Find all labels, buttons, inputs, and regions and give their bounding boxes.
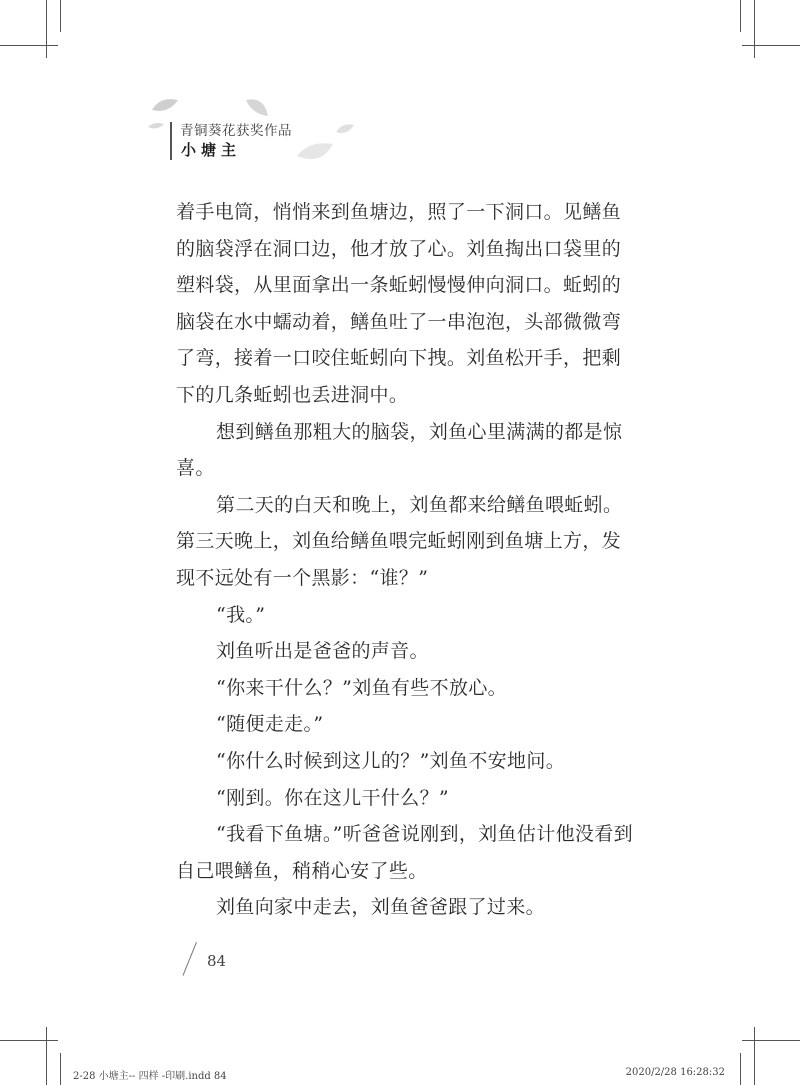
paragraph: “你什么时候到这儿的？”刘鱼不安地问。: [216, 749, 566, 772]
crop-mark-bl-h: [0, 1040, 58, 1041]
crop-mark-tr-v2: [740, 0, 741, 32]
page-number: 84: [207, 952, 227, 970]
body-text: [176, 194, 636, 926]
crop-mark-br-v: [754, 1027, 755, 1085]
crop-mark-br-v2: [740, 1053, 741, 1085]
crop-mark-bl-v: [46, 1027, 47, 1085]
paragraph: 第二天的白天和晚上，刘鱼都来给鳝鱼喂蚯蚓。第三天晚上，刘鱼给鳝鱼喂完蚯蚓刚到鱼塘上方，发现不远处有一个黑影：“谁？”: [176, 493, 623, 589]
crop-mark-tl-v: [46, 0, 47, 58]
crop-mark-br-h: [742, 1040, 800, 1041]
paragraph: “随便走走。”: [216, 713, 324, 736]
paragraph: 着手电筒，悄悄来到鱼塘边，照了一下洞口。见鳝鱼的脑袋浮在洞口边，他才放了心。刘鱼掏出口袋里的塑料袋，从里面拿出一条蚯蚓慢慢伸向洞口。蚯蚓的脑袋在水中蠕动着，鳝鱼吐了一串泡泡，头部微微弯了弯，接着一口咬住蚯蚓向下拽。刘鱼松开手，把剩下的几条蚯蚓也丢进洞中。: [176, 201, 622, 406]
paragraph: 想到鳝鱼那粗大的脑袋，刘鱼心里满满的都是惊喜。: [176, 420, 623, 480]
paragraph: 刘鱼听出是爸爸的声音。: [216, 640, 429, 663]
page-number-slash: [183, 942, 197, 976]
paragraph: 刘鱼向家中走去，刘鱼爸爸跟了过来。: [216, 896, 545, 919]
footer-file-info: 2-28 小塘主-- 四样 -印刷.indd 84: [73, 1071, 227, 1082]
petal-decoration-3: [147, 121, 165, 131]
paragraph: “你来干什么？”刘鱼有些不放心。: [216, 676, 508, 699]
paragraph: “刚到。你在这儿干什么？”: [216, 786, 449, 809]
paragraph: “我看下鱼塘。”听爸爸说刚到，刘鱼估计他没看到自己喂鳝鱼，稍稍心安了些。: [176, 823, 633, 882]
petal-decoration-5: [335, 122, 355, 136]
petal-decoration-4: [295, 138, 335, 166]
book-title: 小塘主: [181, 141, 242, 159]
crop-mark-bl-v2: [60, 1053, 61, 1085]
petal-decoration-2: [244, 96, 270, 118]
crop-mark-tl-v2: [60, 0, 61, 32]
crop-mark-tl-h: [0, 45, 58, 46]
petal-decoration-1: [150, 96, 180, 114]
footer-timestamp: 2020/2/28 16:28:32: [625, 1067, 725, 1078]
paragraph: “我。”: [216, 603, 266, 626]
header-divider: [170, 122, 172, 160]
crop-mark-tr-h: [742, 45, 800, 46]
series-title: 青铜葵花获奖作品: [180, 123, 292, 139]
crop-mark-tr-v: [754, 0, 755, 58]
